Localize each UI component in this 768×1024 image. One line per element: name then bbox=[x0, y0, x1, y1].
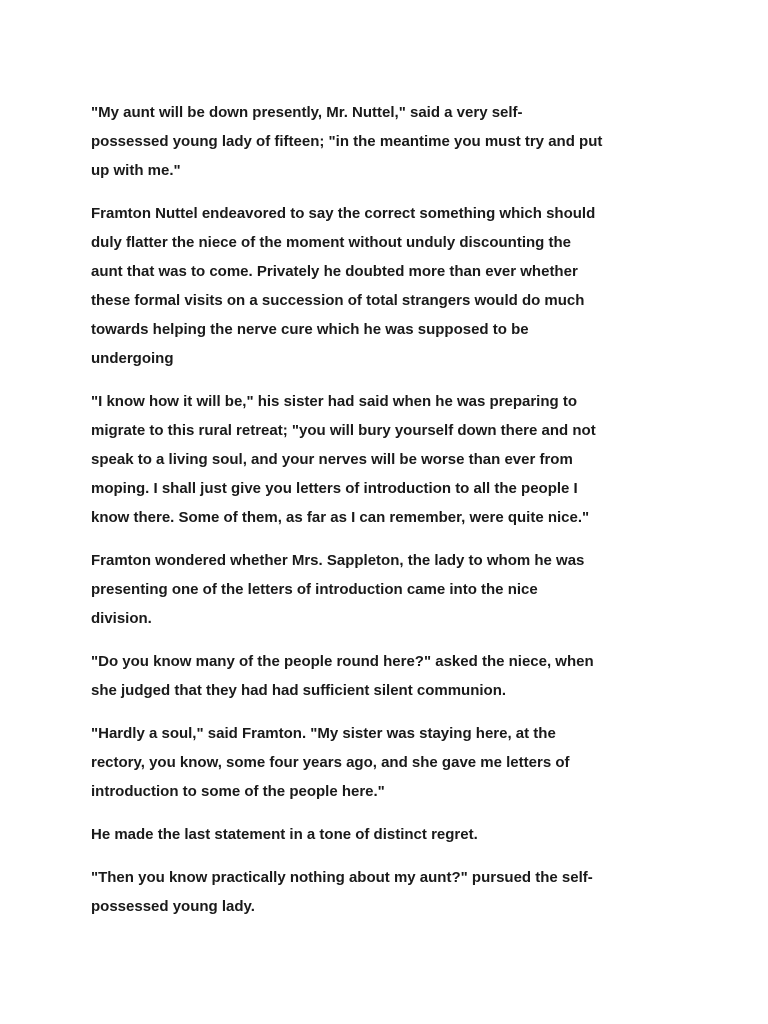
paragraph-1: "My aunt will be down presently, Mr. Nuttel," said a very self- possessed young lady of fifteen; "in the meantime you must try and put up with me." bbox=[91, 104, 603, 179]
paragraph-8: "Then you know practically nothing about my aunt?" pursued the self- possessed young lady. bbox=[91, 869, 593, 915]
paragraph-2: Framton Nuttel endeavored to say the correct something which should duly flatter the niece of the moment without unduly discounting the aunt that was to come. Privately he doubted more than ever whether these formal visits on a succession of total strangers would do much towards helping the nerve cure which he was supposed to be undergoing bbox=[91, 205, 596, 367]
paragraph-4: Framton wondered whether Mrs. Sappleton, the lady to whom he was presenting one of the letters of introduction came into the nice division. bbox=[91, 552, 585, 627]
paragraph-5: "Do you know many of the people round here?" asked the niece, when she judged that they had had sufficient silent communion. bbox=[91, 653, 594, 699]
document-page bbox=[91, 98, 691, 921]
paragraph-3: "I know how it will be," his sister had said when he was preparing to migrate to this rural retreat; "you will bury yourself down there and not speak to a living soul, and your nerves will be worse than ever from moping. I shall just give you letters of introduction to all the people I know there. Some of them, as far as I can remember, were quite nice." bbox=[91, 393, 596, 526]
paragraph-7: He made the last statement in a tone of distinct regret. bbox=[91, 826, 478, 843]
paragraph-6: "Hardly a soul," said Framton. "My sister was staying here, at the rectory, you know, some four years ago, and she gave me letters of introduction to some of the people here." bbox=[91, 725, 570, 800]
